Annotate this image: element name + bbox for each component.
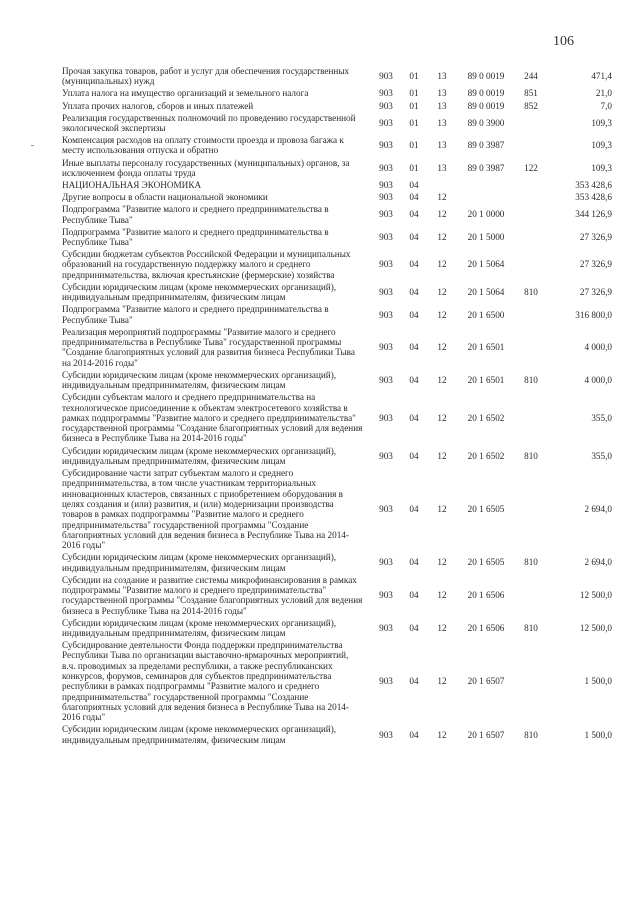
row-name: НАЦИОНАЛЬНАЯ ЭКОНОМИКА xyxy=(62,180,202,191)
row-target-code: 20 1 6502 xyxy=(467,450,505,461)
row-amount: 7,0 xyxy=(600,100,612,111)
row-amount: 21,0 xyxy=(595,88,612,99)
row-name: Уплата прочих налогов, сборов и иных платежей xyxy=(62,100,254,111)
row-section-code: 04 xyxy=(409,342,419,353)
row-subsection-code: 12 xyxy=(437,412,447,423)
row-expense-type-code xyxy=(516,640,546,724)
row-target-code: 20 1 6501 xyxy=(467,342,505,353)
table-row xyxy=(62,180,612,192)
row-subsection-code: 12 xyxy=(437,450,447,461)
row-target-code: 20 1 5064 xyxy=(467,259,505,270)
row-admin-code: 903 xyxy=(379,412,393,423)
row-subsection-code: 13 xyxy=(437,88,447,99)
row-target-code: 20 1 6500 xyxy=(467,309,505,320)
table-row xyxy=(62,101,612,113)
table-row xyxy=(62,282,612,304)
row-amount: 109,3 xyxy=(591,162,612,173)
row-target-code: 89 0 3987 xyxy=(467,140,505,151)
row-expense-type-code: 810 xyxy=(524,729,538,740)
row-section-code: 04 xyxy=(409,412,419,423)
table-row xyxy=(62,113,612,135)
row-amount: 353 428,6 xyxy=(575,192,612,203)
row-subsection-code: 12 xyxy=(437,676,447,687)
row-subsection-code: 12 xyxy=(437,192,447,203)
row-section-code: 04 xyxy=(409,180,419,191)
row-name: Субсидии юридическим лицам (кроме некоммерческих организаций), индивидуальным предпринимателям, физическим лицам xyxy=(62,369,337,391)
row-target-code xyxy=(456,180,516,192)
row-name: Субсидии юридическим лицам (кроме некоммерческих организаций), индивидуальным предпринимателям, физическим лицам xyxy=(62,445,337,466)
row-name: Уплата налога на имущество организаций и земельного налога xyxy=(62,88,309,99)
row-subsection-code: 12 xyxy=(437,259,447,270)
row-amount: 2 694,0 xyxy=(584,557,612,568)
row-target-code: 20 1 6506 xyxy=(467,622,505,633)
table-row xyxy=(62,468,612,552)
table-row xyxy=(62,446,612,468)
row-amount: 27 326,9 xyxy=(579,287,612,298)
row-admin-code: 903 xyxy=(379,557,393,568)
table-row xyxy=(62,640,612,724)
row-target-code: 20 1 6506 xyxy=(467,590,505,601)
table-row xyxy=(62,618,612,640)
row-target-code: 89 0 0019 xyxy=(467,71,505,82)
row-amount: 12 500,0 xyxy=(579,590,612,601)
table-row xyxy=(62,575,612,618)
row-subsection-code: 13 xyxy=(437,162,447,173)
row-expense-type-code xyxy=(516,249,546,282)
row-target-code: 20 1 6507 xyxy=(467,676,505,687)
row-name: Субсидии юридическим лицам (кроме некоммерческих организаций), индивидуальным предпринимателям, физическим лицам xyxy=(62,552,337,573)
row-name: Субсидии на создание и развитие системы микрофинансирования в рамках подпрограммы "Развитие малого и среднего предпринимательства" государственной программы "Создание благоприятных условий для ведения бизнеса в Республике Тыва на 2014-2016 годы" xyxy=(62,574,363,616)
row-admin-code: 903 xyxy=(379,192,393,203)
table-row xyxy=(62,724,612,746)
row-name: Компенсация расходов на оплату стоимости проезда и провоза багажа к месту использования отпуска и обратно xyxy=(62,135,344,156)
row-name: Реализация государственных полномочий по проведению государственной экологической экспертизы xyxy=(62,112,356,134)
row-expense-type-code: 852 xyxy=(524,100,538,111)
row-expense-type-code xyxy=(516,113,546,135)
table-row xyxy=(62,204,612,226)
row-expense-type-code xyxy=(516,135,546,157)
table-row xyxy=(62,249,612,282)
row-section-code: 04 xyxy=(409,729,419,740)
row-admin-code: 903 xyxy=(379,676,393,687)
row-section-code: 01 xyxy=(409,100,419,111)
table-row xyxy=(62,370,612,392)
row-amount: 27 326,9 xyxy=(579,259,612,270)
page-number: 106 xyxy=(553,34,574,49)
row-subsection-code: 12 xyxy=(437,287,447,298)
row-amount: 355,0 xyxy=(591,450,612,461)
row-section-code: 04 xyxy=(409,504,419,515)
row-subsection-code: 13 xyxy=(437,100,447,111)
row-name: Субсидии юридическим лицам (кроме некоммерческих организаций), индивидуальным предпринимателям, физическим лицам xyxy=(62,617,337,639)
row-section-code: 01 xyxy=(409,71,419,82)
row-section-code: 01 xyxy=(409,88,419,99)
row-section-code: 04 xyxy=(409,209,419,220)
budget-table-body xyxy=(62,66,612,747)
row-admin-code: 903 xyxy=(379,590,393,601)
table-row xyxy=(62,66,612,88)
table-row xyxy=(62,392,612,445)
row-expense-type-code: 810 xyxy=(524,557,538,568)
row-name: Иные выплаты персоналу государственных (муниципальных) органов, за исключением фонда оплаты труда xyxy=(62,157,350,178)
row-admin-code: 903 xyxy=(379,162,393,173)
row-expense-type-code: 810 xyxy=(524,622,538,633)
row-amount: 344 126,9 xyxy=(575,209,612,220)
row-admin-code: 903 xyxy=(379,729,393,740)
table-row xyxy=(62,192,612,204)
row-section-code: 04 xyxy=(409,374,419,385)
row-target-code: 20 1 6502 xyxy=(467,412,505,423)
row-section-code: 04 xyxy=(409,192,419,203)
row-target-code: 20 1 6501 xyxy=(467,374,505,385)
row-expense-type-code xyxy=(516,304,546,326)
row-target-code: 20 1 0000 xyxy=(467,209,505,220)
row-admin-code: 903 xyxy=(379,209,393,220)
row-section-code: 04 xyxy=(409,622,419,633)
row-name: Другие вопросы в области национальной экономики xyxy=(62,192,268,203)
table-row xyxy=(62,552,612,574)
row-section-code: 01 xyxy=(409,140,419,151)
row-section-code: 04 xyxy=(409,231,419,242)
row-amount: 355,0 xyxy=(591,412,612,423)
row-target-code: 20 1 5064 xyxy=(467,287,505,298)
row-expense-type-code: 810 xyxy=(524,287,538,298)
row-subsection-code: 12 xyxy=(437,622,447,633)
row-name: Прочая закупка товаров, работ и услуг для обеспечения государственных (муниципальных) нужд xyxy=(62,66,350,87)
row-amount: 353 428,6 xyxy=(575,180,612,191)
row-name: Субсидии субъектам малого и среднего предпринимательства на технологическое присоединение к объектам электросетевого хозяйства в рамках подпрограммы "Развитие малого и среднего предпринимательства" государственной программы "Создание благоприятных условий для ведения бизнеса в Республике Тыва на 2014-2016 годы" xyxy=(62,392,363,444)
row-admin-code: 903 xyxy=(379,71,393,82)
row-subsection-code: 12 xyxy=(437,504,447,515)
row-admin-code: 903 xyxy=(379,88,393,99)
row-amount: 12 500,0 xyxy=(579,622,612,633)
row-amount: 471,4 xyxy=(591,71,612,82)
row-section-code: 04 xyxy=(409,676,419,687)
row-subsection-code: 12 xyxy=(437,342,447,353)
row-subsection-code: 12 xyxy=(437,231,447,242)
row-target-code: 20 1 6507 xyxy=(467,729,505,740)
row-subsection-code: 13 xyxy=(437,117,447,128)
row-expense-type-code xyxy=(516,204,546,226)
row-expense-type-code xyxy=(516,575,546,618)
row-target-code: 20 1 6505 xyxy=(467,504,505,515)
row-section-code: 04 xyxy=(409,287,419,298)
table-row xyxy=(62,327,612,370)
row-target-code xyxy=(456,192,516,204)
table-row xyxy=(62,227,612,249)
row-section-code: 01 xyxy=(409,162,419,173)
budget-table xyxy=(62,66,612,747)
row-subsection-code: 13 xyxy=(437,71,447,82)
row-expense-type-code xyxy=(516,468,546,552)
row-expense-type-code xyxy=(516,392,546,445)
row-section-code: 04 xyxy=(409,259,419,270)
row-subsection-code: 12 xyxy=(437,729,447,740)
row-expense-type-code: 810 xyxy=(524,374,538,385)
row-name: Подпрограмма "Развитие малого и среднего предпринимательства в Республике Тыва" xyxy=(62,204,329,225)
row-amount: 4 000,0 xyxy=(584,374,612,385)
row-name: Субсидирование деятельности Фонда поддержки предпринимательства Республики Тыва по организации выставочно-ярмарочных мероприятий, в.ч. проводимых за пределами республики, а также республиканских конкурсов, форумов, семинаров для субъектов предпринимательства республики в рамках подпрограммы "Развитие малого и среднего предпринимательства" государственной программы "Создание благоприятных условий для ведения бизнеса в Республике Тыва на 2014-2016 годы" xyxy=(62,640,349,723)
row-amount: 109,3 xyxy=(591,140,612,151)
row-subsection-code: 12 xyxy=(437,590,447,601)
row-amount: 109,3 xyxy=(591,117,612,128)
row-admin-code: 903 xyxy=(379,117,393,128)
row-admin-code: 903 xyxy=(379,287,393,298)
row-section-code: 01 xyxy=(409,117,419,128)
row-amount: 1 500,0 xyxy=(584,676,612,687)
row-target-code: 89 0 0019 xyxy=(467,88,505,99)
row-section-code: 04 xyxy=(409,309,419,320)
row-admin-code: 903 xyxy=(379,100,393,111)
row-expense-type-code xyxy=(516,227,546,249)
row-admin-code: 903 xyxy=(379,342,393,353)
row-expense-type-code: 122 xyxy=(524,162,538,173)
row-amount: 4 000,0 xyxy=(584,342,612,353)
row-expense-type-code: 851 xyxy=(524,88,538,99)
row-expense-type-code: 810 xyxy=(524,450,538,461)
row-amount: 316 800,0 xyxy=(575,309,612,320)
table-row xyxy=(62,158,612,180)
row-expense-type-code xyxy=(516,192,546,204)
row-name: Подпрограмма "Развитие малого и среднего предпринимательства в Республике Тыва" xyxy=(62,226,329,248)
row-name: Субсидии юридическим лицам (кроме некоммерческих организаций), индивидуальным предпринимателям, физическим лицам xyxy=(62,281,337,303)
row-admin-code: 903 xyxy=(379,374,393,385)
row-admin-code: 903 xyxy=(379,450,393,461)
row-subsection-code xyxy=(428,180,456,192)
row-admin-code: 903 xyxy=(379,140,393,151)
row-expense-type-code xyxy=(516,180,546,192)
table-row xyxy=(62,88,612,100)
row-subsection-code: 12 xyxy=(437,374,447,385)
row-target-code: 20 1 5000 xyxy=(467,231,505,242)
row-name: Реализация мероприятий подпрограммы "Развитие малого и среднего предпринимательства в Республике Тыва" государственной программы "Создание благоприятных условий для развития бизнеса Республики Тыва на 2014-2016 годы" xyxy=(62,326,355,368)
row-target-code: 89 0 3900 xyxy=(467,117,505,128)
row-subsection-code: 12 xyxy=(437,309,447,320)
margin-mark xyxy=(31,145,34,146)
row-name: Субсидии бюджетам субъектов Российской Федерации и муниципальных образований на государственную поддержку малого и среднего предпринимательства, включая крестьянские (фермерские) хозяйства xyxy=(62,249,351,280)
row-subsection-code: 12 xyxy=(437,557,447,568)
row-name: Подпрограмма "Развитие малого и среднего предпринимательства в Республике Тыва" xyxy=(62,304,329,325)
row-amount: 27 326,9 xyxy=(579,231,612,242)
row-name: Субсидии юридическим лицам (кроме некоммерческих организаций), индивидуальным предпринимателям, физическим лицам xyxy=(62,724,337,745)
row-target-code: 89 0 0019 xyxy=(467,100,505,111)
table-row xyxy=(62,135,612,157)
row-target-code: 20 1 6505 xyxy=(467,557,505,568)
row-amount: 1 500,0 xyxy=(584,729,612,740)
row-admin-code: 903 xyxy=(379,309,393,320)
row-target-code: 89 0 3987 xyxy=(467,162,505,173)
row-admin-code: 903 xyxy=(379,622,393,633)
row-admin-code: 903 xyxy=(379,231,393,242)
table-row xyxy=(62,304,612,326)
row-expense-type-code: 244 xyxy=(524,71,538,82)
row-section-code: 04 xyxy=(409,557,419,568)
row-name: Субсидирование части затрат субъектам малого и среднего предпринимательства, в том числе участникам территориальных инновационных кластеров, связанных с приобретением оборудования в целях создания и (или) развития, и (или) модернизации производства товаров в рамках подпрограммы "Развитие малого и среднего предпринимательства" государственной программы "Создание благоприятных условий для ведения бизнеса в Республике Тыва на 2014-2016 годы" xyxy=(62,468,349,551)
row-subsection-code: 13 xyxy=(437,140,447,151)
row-expense-type-code xyxy=(516,327,546,370)
row-admin-code: 903 xyxy=(379,180,393,191)
row-admin-code: 903 xyxy=(379,259,393,270)
row-admin-code: 903 xyxy=(379,504,393,515)
row-section-code: 04 xyxy=(409,590,419,601)
row-subsection-code: 12 xyxy=(437,209,447,220)
row-section-code: 04 xyxy=(409,450,419,461)
row-amount: 2 694,0 xyxy=(584,504,612,515)
